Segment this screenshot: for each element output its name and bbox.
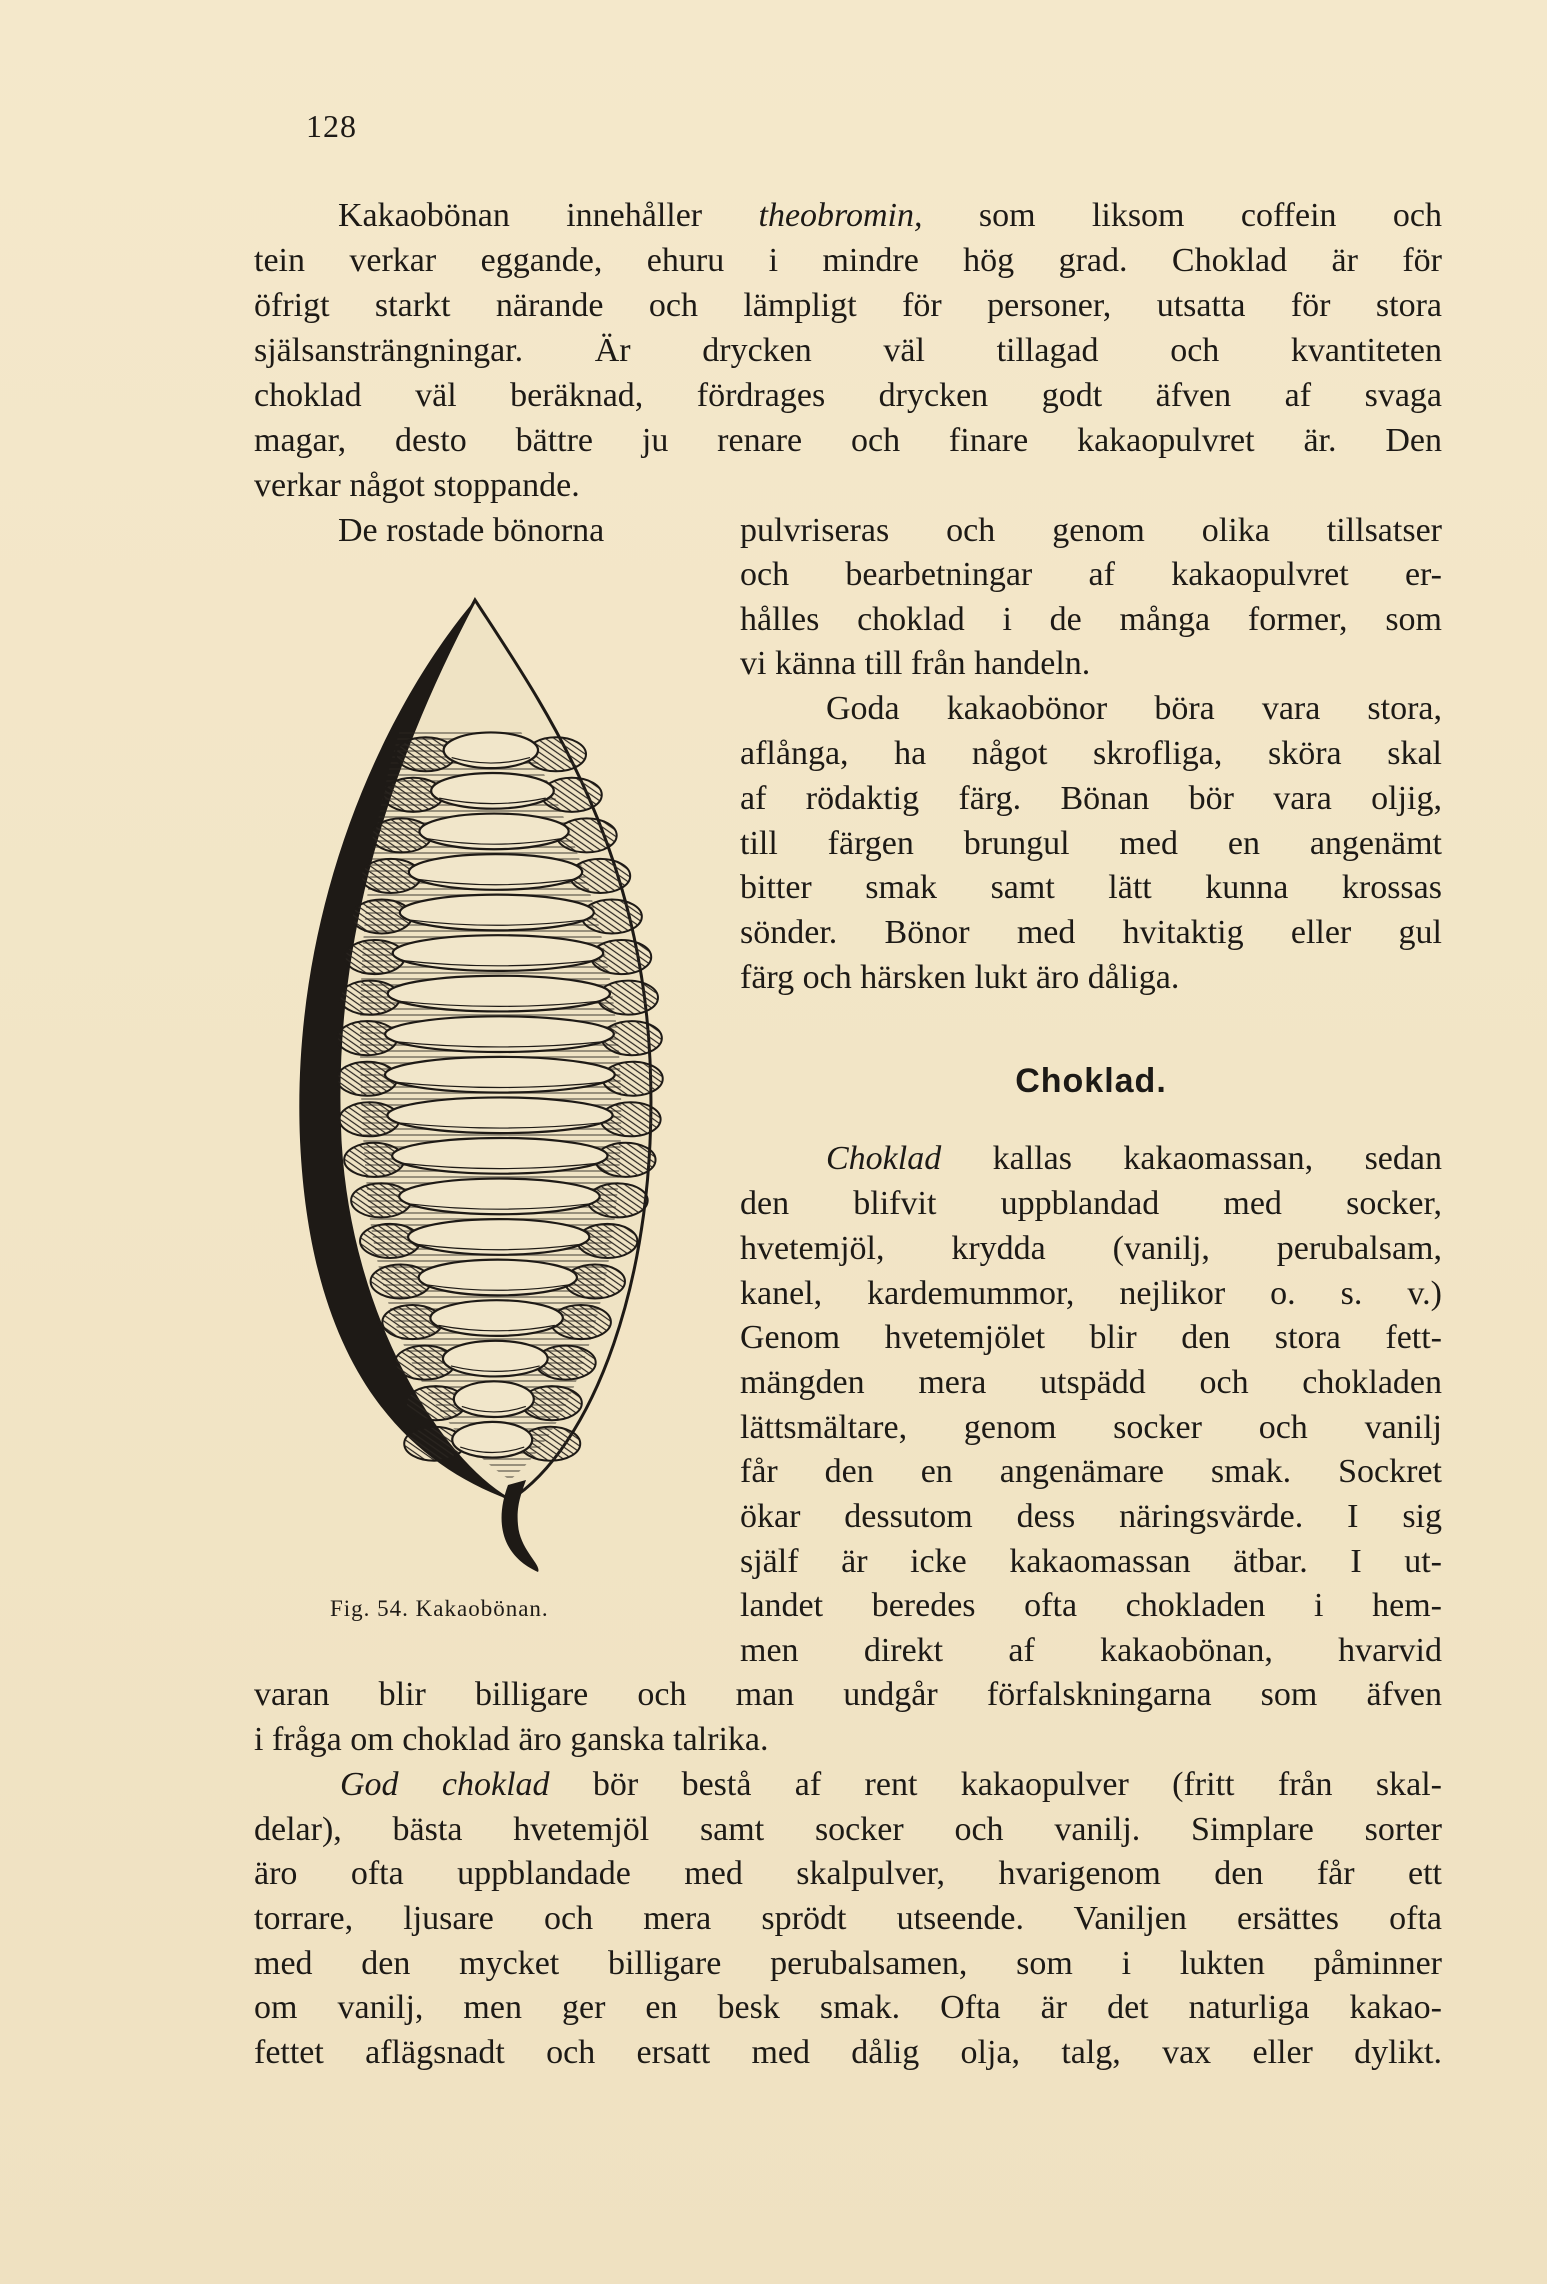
page-number: 128 <box>306 108 357 144</box>
text-line: magar, desto bättre ju renare och finare kakaopulvret är. Den <box>254 422 1442 459</box>
cacao-pod-illustration <box>280 580 700 1580</box>
section-heading: Choklad. <box>1015 1062 1167 1100</box>
text-line: hvetemjöl, krydda (vanilj, perubalsam, <box>740 1230 1442 1267</box>
text-line: choklad väl beräknad, fördrages drycken godt äfven af svaga <box>254 377 1442 414</box>
text-line: landet beredes ofta chokladen i hem- <box>740 1587 1442 1624</box>
text-line: mängden mera utspädd och chokladen <box>740 1364 1442 1401</box>
text-line: får den en angenämare smak. Sockret <box>740 1453 1442 1490</box>
text-line: Goda kakaobönor böra vara stora, <box>826 690 1442 727</box>
text-line: God choklad bör bestå af rent kakaopulver (fritt från skal- <box>340 1766 1442 1803</box>
text-line: i fråga om choklad äro ganska talrika. <box>254 1721 769 1758</box>
text-line: själsansträngningar. Är drycken väl tillagad och kvantiteten <box>254 332 1442 369</box>
text-line: vi känna till från handeln. <box>740 645 1091 682</box>
text-line: men direkt af kakaobönan, hvarvid <box>740 1632 1442 1669</box>
text-line: tein verkar eggande, ehuru i mindre hög grad. Choklad är för <box>254 242 1442 279</box>
text-line: hålles choklad i de många former, som <box>740 601 1442 638</box>
text-line: om vanilj, men ger en besk smak. Ofta är det naturliga kakao- <box>254 1989 1442 2026</box>
text-line: äro ofta uppblandade med skalpulver, hvarigenom den får ett <box>254 1855 1442 1892</box>
text-line: själf är icke kakaomassan ätbar. I ut- <box>740 1543 1442 1580</box>
pod-stem <box>502 1480 539 1572</box>
text-line: verkar något stoppande. <box>254 467 580 504</box>
text-line: och bearbetningar af kakaopulvret er- <box>740 556 1442 593</box>
text-line: delar), bästa hvetemjöl samt socker och vanilj. Simplare sorter <box>254 1811 1442 1848</box>
text-line: varan blir billigare och man undgår förfalskningarna som äfven <box>254 1676 1442 1713</box>
text-line: med den mycket billigare perubalsamen, som i lukten påminner <box>254 1945 1442 1982</box>
text-line: färg och härsken lukt äro dåliga. <box>740 959 1180 996</box>
text-line: bitter smak samt lätt kunna krossas <box>740 869 1442 906</box>
text-line: torrare, ljusare och mera sprödt utseende. Vaniljen ersättes ofta <box>254 1900 1442 1937</box>
text-line-left: De rostade bönorna <box>338 512 605 549</box>
text-line: öfrigt starkt närande och lämpligt för personer, utsatta för stora <box>254 287 1442 324</box>
text-line: sönder. Bönor med hvitaktig eller gul <box>740 914 1442 951</box>
text-line: Genom hvetemjölet blir den stora fett- <box>740 1319 1442 1356</box>
text-line: kanel, kardemummor, nejlikor o. s. v.) <box>740 1275 1442 1312</box>
text-line: Choklad kallas kakaomassan, sedan <box>826 1140 1442 1177</box>
text-line: fettet aflägsnadt och ersatt med dålig olja, talg, vax eller dylikt. <box>254 2034 1442 2071</box>
text-line: lättsmältare, genom socker och vanilj <box>740 1409 1442 1446</box>
text-line: af rödaktig färg. Bönan bör vara oljig, <box>740 780 1442 817</box>
text-line: till färgen brungul med en angenämt <box>740 825 1442 862</box>
figure-caption: Fig. 54. Kakaobönan. <box>330 1596 549 1621</box>
text-line: pulvriseras och genom olika tillsatser <box>740 512 1442 549</box>
text-line: den blifvit uppblandad med socker, <box>740 1185 1442 1222</box>
text-line: ökar dessutom dess näringsvärde. I sig <box>740 1498 1442 1535</box>
text-line: aflånga, ha något skrofliga, sköra skal <box>740 735 1442 772</box>
text-line: Kakaobönan innehåller theobromin, som liksom coffein och <box>338 197 1442 234</box>
